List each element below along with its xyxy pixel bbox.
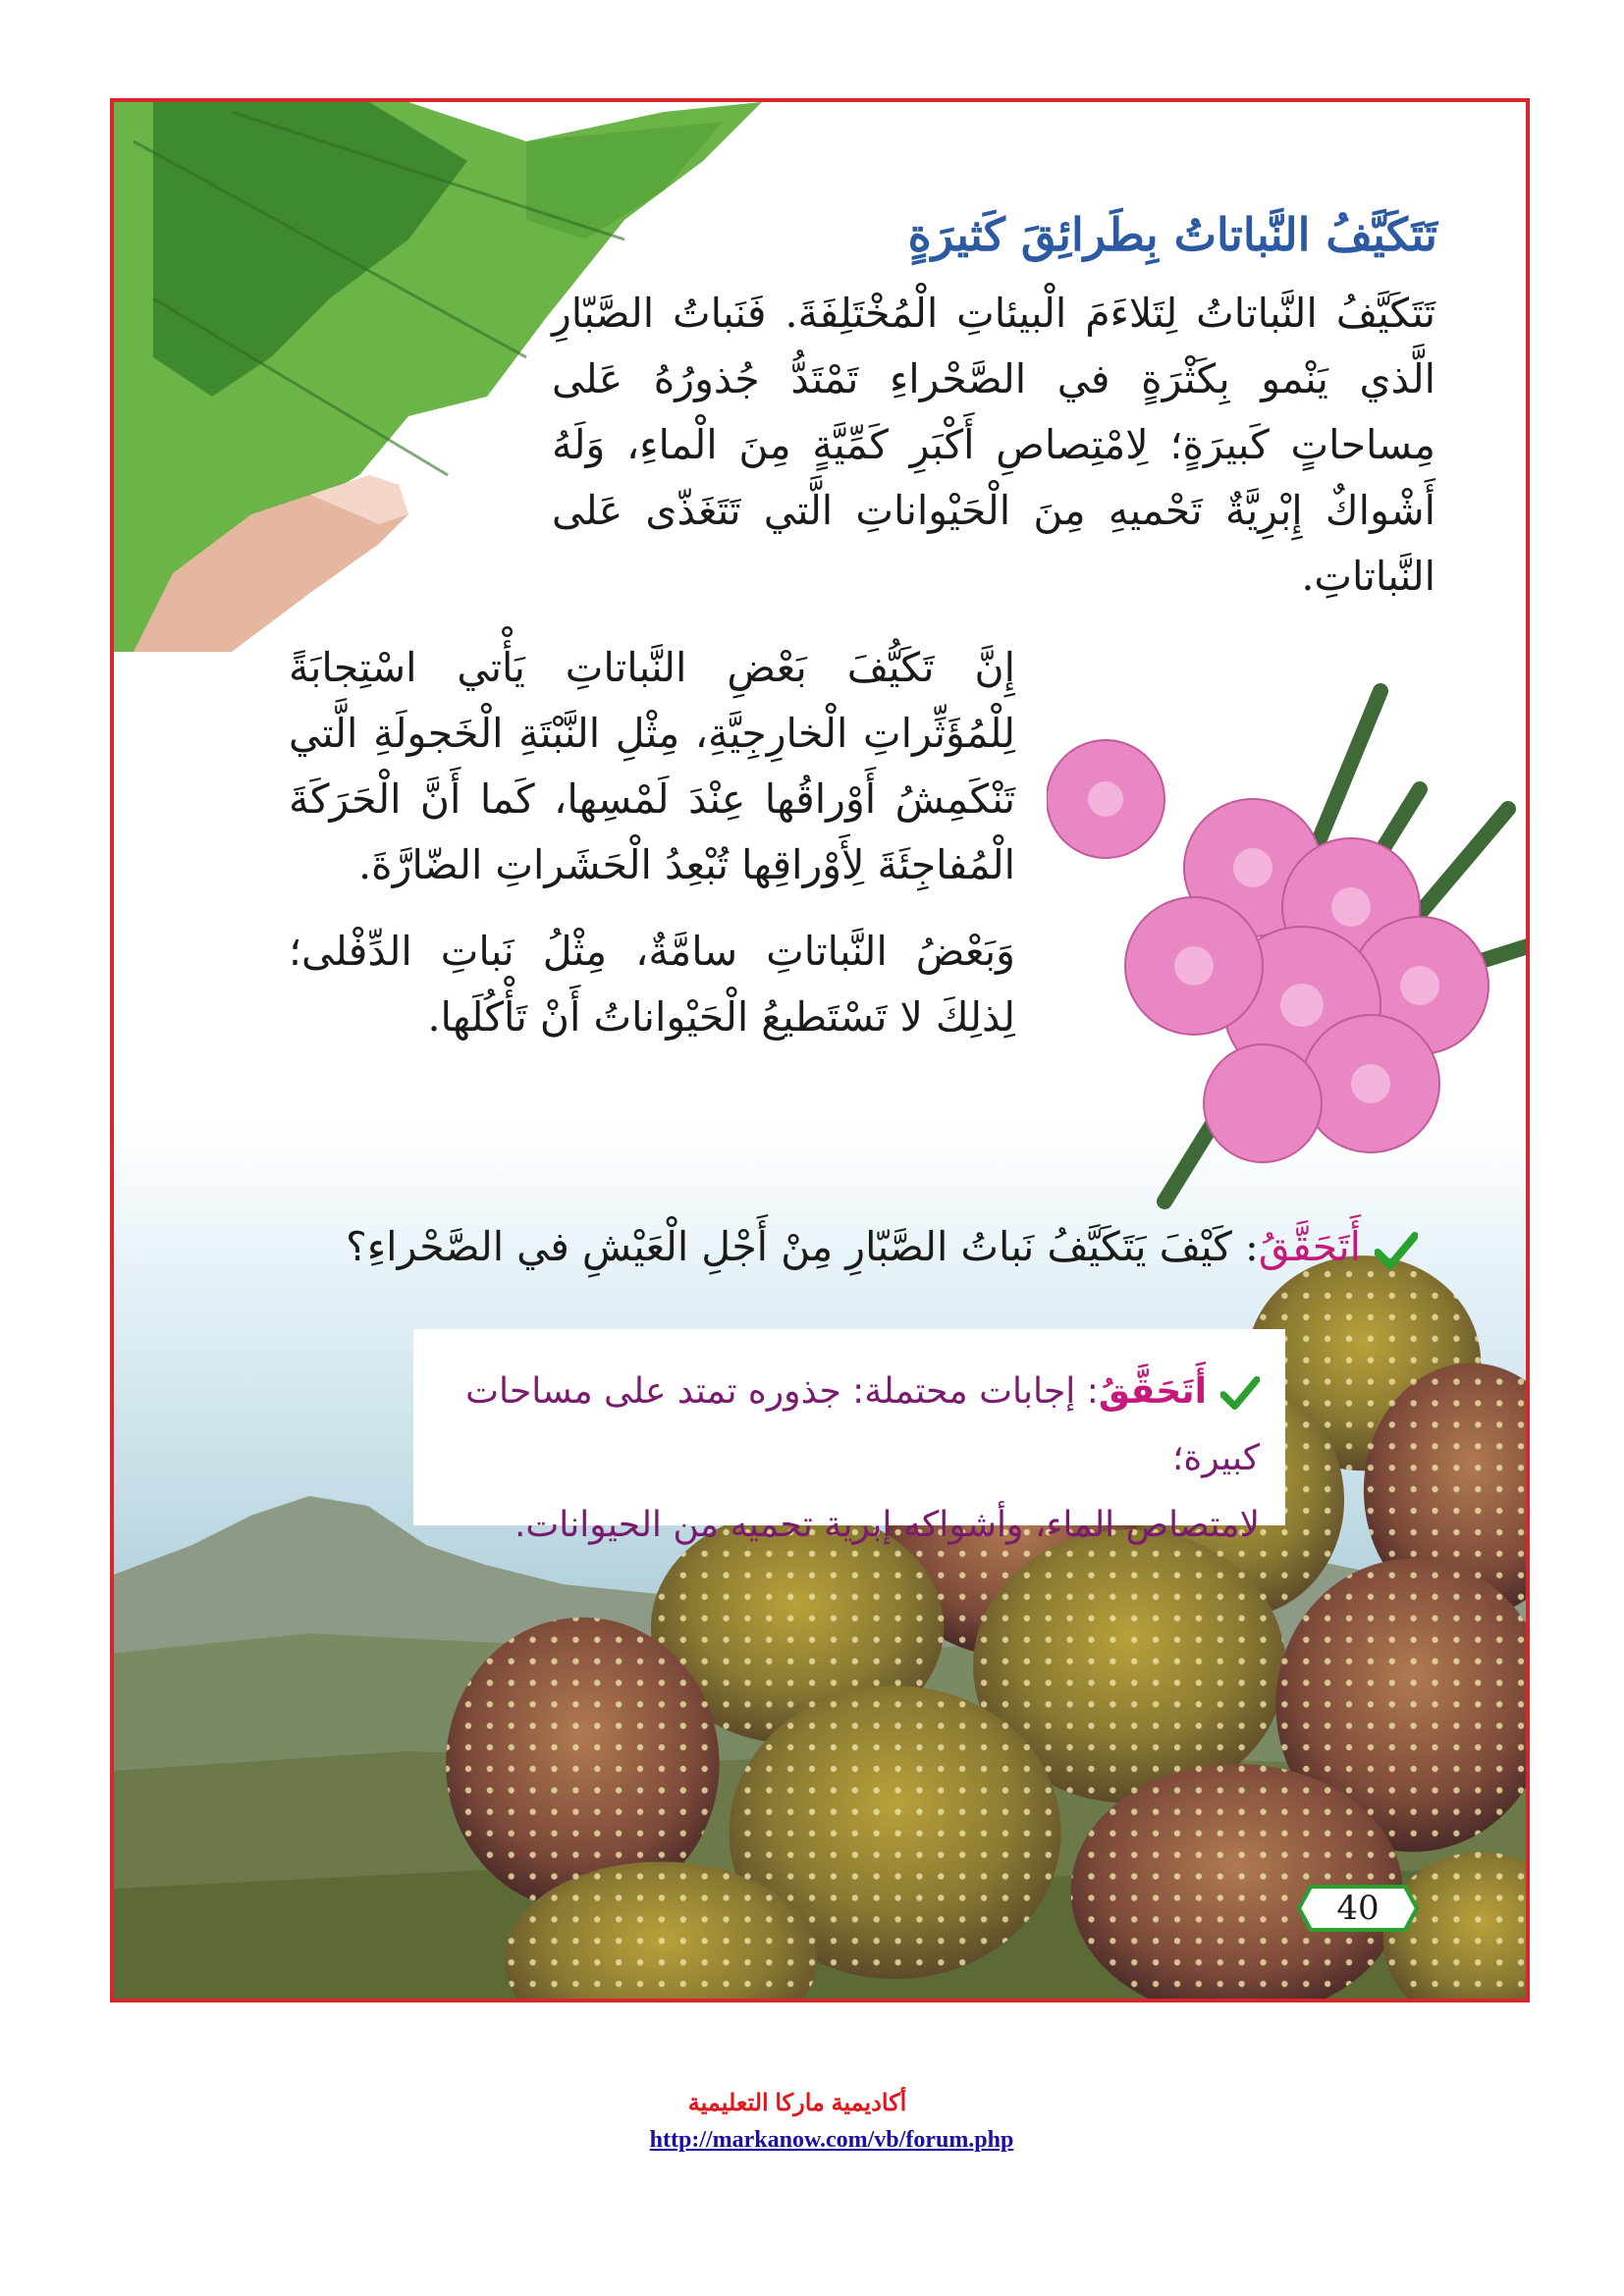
section-title: تَتَكَيَّفُ النَّباتاتُ بِطَرائِقَ كَثيرَةٍ xyxy=(907,208,1437,261)
footer-link[interactable]: http://markanow.com/vb/forum.php xyxy=(649,2127,1014,2153)
answer-line-2: لامتصاص الماء، وأشواكه إبرية تحميه من الحيوانات. xyxy=(514,1505,1260,1545)
check-question-text: : كَيْفَ يَتَكَيَّفُ نَباتُ الصَّبّارِ مِنْ أَجْلِ الْعَيْشِ في الصَّحْراءِ؟ xyxy=(346,1223,1259,1270)
page-number-badge xyxy=(1297,1885,1419,1932)
check-question xyxy=(346,1223,1418,1270)
footer xyxy=(0,2089,1624,2154)
answer-lead: أَتَحَقَّقُ xyxy=(1098,1371,1207,1412)
footer-title: أكاديمية ماركا التعليمية xyxy=(687,2090,907,2116)
paragraph-cactus: تَتَكَيَّفُ النَّباتاتُ لِتَلاءَمَ الْبيئاتِ الْمُخْتَلِفَةَ. فَنَباتُ الصَّبّارِ الَّذي يَنْمو بِكَثْرَةٍ في الصَّحْراءِ تَمْتَدُّ جُذورُهُ عَلى مِساحاتٍ كَبيرَةٍ؛ لِامْتِصاصِ أَكْبَرِ كَمِّيَّةٍ مِنَ الْماءِ، وَلَهُ أَشْواكٌ إِبْرِيَّةٌ تَحْميهِ مِنَ الْحَيْواناتِ الَّتي تَتَغَذّى عَلى النَّباتاتِ. xyxy=(552,290,1435,600)
page-frame xyxy=(110,98,1530,2002)
paragraph-shy-plant: إِنَّ تَكَيُّفَ بَعْضِ النَّباتاتِ يَأْتي اسْتِجابَةً لِلْمُؤَثِّراتِ الْخارِجِيَّةِ، مِثْلِ النَّبْتَةِ الْخَجولَةِ الَّتي تَنْكَمِشُ أَوْراقُها عِنْدَ لَمْسِها، كَما أَنَّ الْحَرَكَةَ الْمُفاجِئَةَ لِأَوْراقِها تُبْعِدُ الْحَشَراتِ الضّارَّةَ. xyxy=(289,644,1015,888)
paragraph-oleander: وَبَعْضُ النَّباتاتِ سامَّةٌ، مِثْلُ نَباتِ الدِّفْلى؛ لِذلِكَ لا تَسْتَطيعُ الْحَيْواناتُ أَنْ تَأْكُلَها. xyxy=(289,928,1015,1041)
answer-text-1: : إجابات محتملة: جذوره تمتد على مساحات كبيرة؛ xyxy=(465,1371,1260,1478)
oleander-flowers-image xyxy=(1047,652,1530,1241)
checkmark-icon xyxy=(1220,1375,1260,1411)
answer-line-1 xyxy=(439,1359,1260,1492)
check-question-lead: أَتَحَقَّقُ xyxy=(1258,1223,1361,1270)
answer-box xyxy=(413,1329,1285,1545)
checkmark-icon xyxy=(1375,1231,1418,1270)
page-number: 40 xyxy=(1336,1889,1380,1928)
